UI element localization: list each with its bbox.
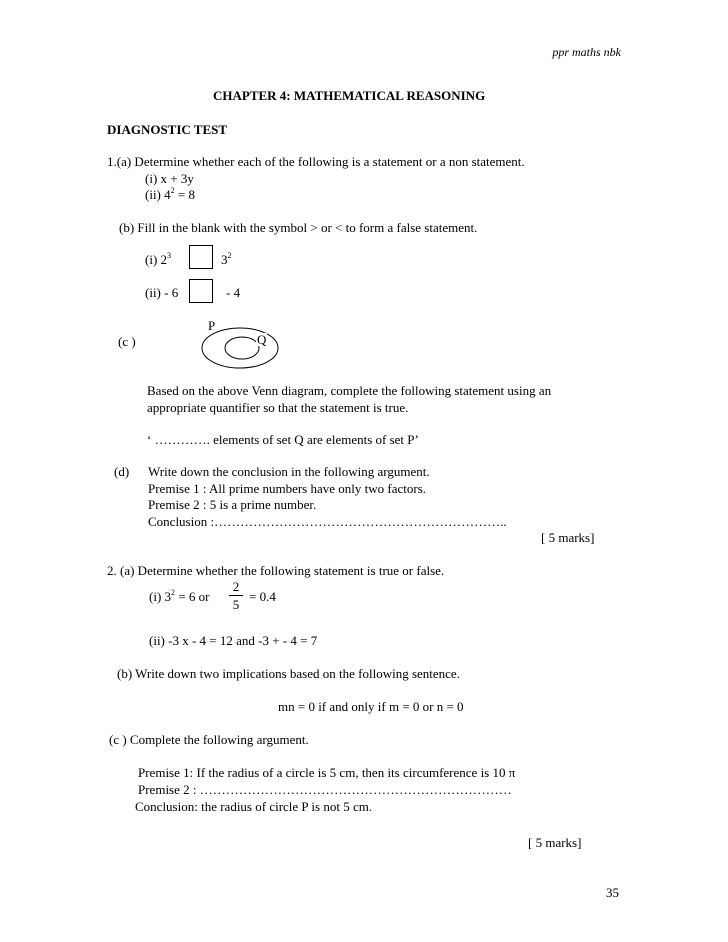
q2-a-i-pre: (i) 3 xyxy=(149,589,172,604)
q1-a-intro: 1.(a) Determine whether each of the following is a statement or a non statement. xyxy=(107,154,525,169)
q1-b-ii-right: - 4 xyxy=(226,285,241,300)
q2-marks: [ 5 marks] xyxy=(528,835,582,850)
section-title: DIAGNOSTIC TEST xyxy=(107,122,228,137)
q1-b-i-right xyxy=(221,253,232,266)
q1-a-ii-post: = 8 xyxy=(174,187,195,202)
q2-a-intro: 2. (a) Determine whether the following statement is true or false. xyxy=(107,563,445,578)
q1-a-ii xyxy=(145,188,195,201)
venn-diagram xyxy=(200,326,284,370)
venn-label-q: Q xyxy=(257,332,267,347)
q1-b-i-left-text: (i) 2 xyxy=(145,252,168,267)
q2-a-i-denominator: 5 xyxy=(232,597,240,612)
q1-d-label: (d) xyxy=(114,464,130,479)
q1-c-label: (c ) xyxy=(118,334,136,349)
q2-c-intro: (c ) Complete the following argument. xyxy=(109,732,309,747)
q1-d-conclusion: Conclusion :………………………………………………………….. xyxy=(148,514,507,529)
q1-b-i-blank-box[interactable] xyxy=(189,245,213,269)
q2-a-i xyxy=(149,590,209,603)
q1-d-text: Write down the conclusion in the following argument. xyxy=(148,464,430,479)
q2-c-conclusion: Conclusion: the radius of circle P is not 5 cm. xyxy=(135,799,373,814)
q1-b-ii-left: (ii) - 6 xyxy=(145,285,179,300)
q1-c-text-1: Based on the above Venn diagram, complete the following statement using an xyxy=(147,383,552,398)
q2-c-premise-1: Premise 1: If the radius of a circle is 5 cm, then its circumference is 10 π xyxy=(138,765,516,780)
fraction-bar xyxy=(229,595,243,596)
q2-a-i-sup: 2 xyxy=(171,588,176,597)
q2-a-i-mid: = 6 or xyxy=(175,589,210,604)
q1-c-text-2: appropriate quantifier so that the statement is true. xyxy=(147,400,409,415)
q1-d-premise-2: Premise 2 : 5 is a prime number. xyxy=(148,497,317,512)
page-number: 35 xyxy=(606,885,619,900)
q1-d-premise-1: Premise 1 : All prime numbers have only two factors. xyxy=(148,481,427,496)
q2-c-premise-2: Premise 2 : ……………………………………………………………… xyxy=(138,782,512,797)
q2-a-ii: (ii) -3 x - 4 = 12 and -3 + - 4 = 7 xyxy=(149,633,318,648)
q1-b-i-right-sup: 2 xyxy=(227,251,232,260)
chapter-title: CHAPTER 4: MATHEMATICAL REASONING xyxy=(213,88,486,103)
q1-c-text-3: ‘ …………. elements of set Q are elements of set P’ xyxy=(147,432,419,447)
q1-a-ii-sup: 2 xyxy=(170,186,175,195)
q2-a-i-fraction xyxy=(229,580,243,611)
q2-b-sentence: mn = 0 if and only if m = 0 or n = 0 xyxy=(278,699,464,714)
header-tag: ppr maths nbk xyxy=(552,45,621,59)
q1-b-intro: (b) Fill in the blank with the symbol > or < to form a false statement. xyxy=(119,220,478,235)
q2-a-i-post: = 0.4 xyxy=(249,589,276,604)
q1-a-i: (i) x + 3y xyxy=(145,171,194,186)
venn-label-p: P xyxy=(208,318,216,333)
q2-a-i-numerator: 2 xyxy=(232,579,240,594)
q1-marks: [ 5 marks] xyxy=(541,530,595,545)
q1-b-i-right-text: 3 xyxy=(221,252,228,267)
venn-set-q xyxy=(225,337,259,359)
q1-b-ii-blank-box[interactable] xyxy=(189,279,213,303)
q2-b-intro: (b) Write down two implications based on the following sentence. xyxy=(117,666,460,681)
q1-b-i-left xyxy=(145,253,171,266)
q1-a-ii-pre: (ii) 4 xyxy=(145,187,171,202)
q1-b-i-left-sup: 3 xyxy=(167,251,172,260)
